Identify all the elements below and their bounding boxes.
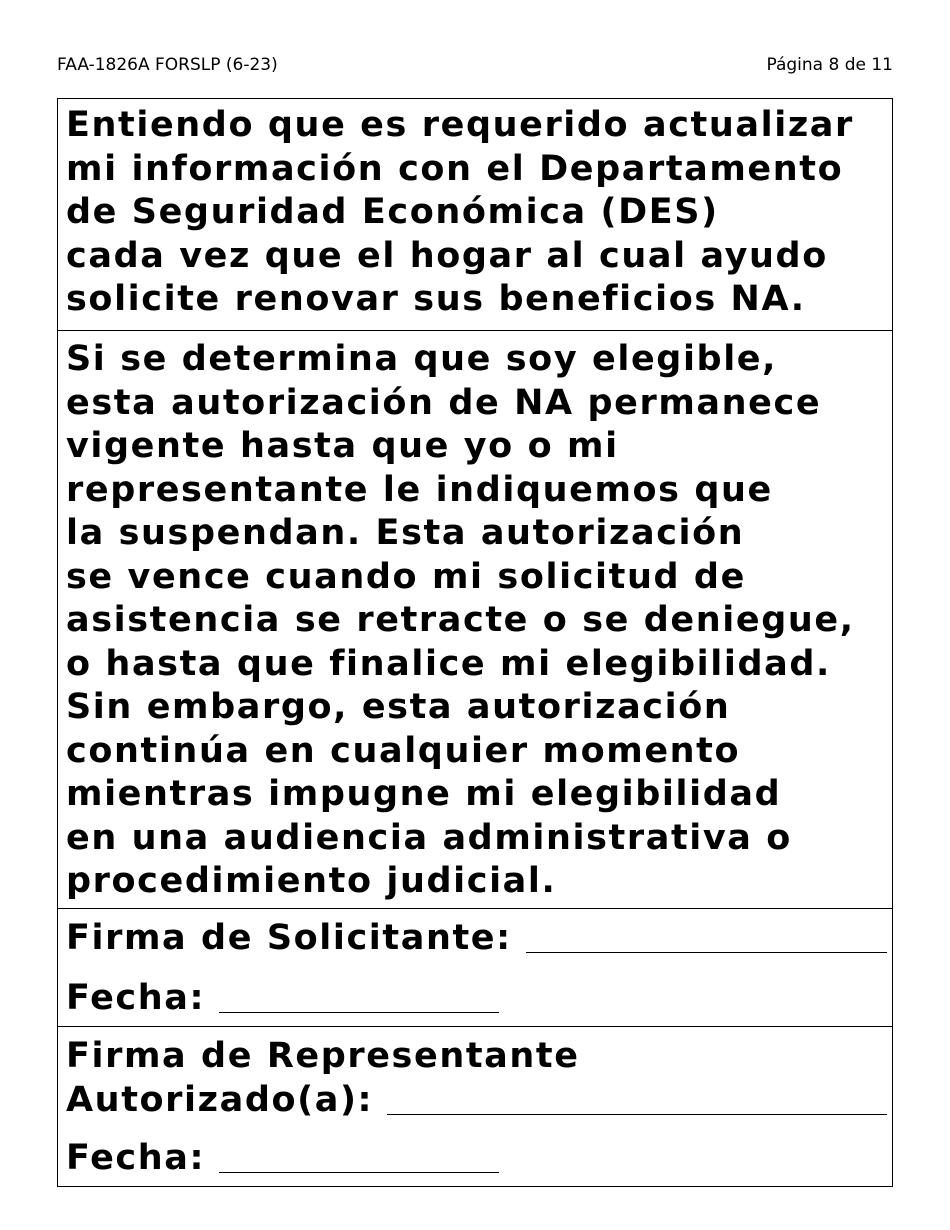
applicant-signature-section [58,908,892,1026]
applicant-date-field[interactable] [219,1012,499,1013]
text-line: Si se determina que soy elegible, [66,339,778,379]
text-line: esta autorización de NA permanece [66,382,822,423]
representative-signature-section [58,1026,892,1186]
page-number: Página 8 de 11 [766,55,893,75]
text-line: mi información con el Departamento [66,148,844,189]
representative-signature-row [66,1079,887,1123]
representative-signature-label-cont: Autorizado(a): [66,1080,374,1120]
representative-title-row [66,1035,887,1079]
text-line: en una audiencia administrativa o [66,817,792,858]
text-line: cada vez que el hogar al cual ayudo [66,235,828,276]
text-line: procedimiento judicial. [66,861,557,901]
applicant-signature-row [66,917,887,961]
text-line: representante le indiquemos que [66,469,773,510]
text-line: Sin embargo, esta autorización [66,687,731,727]
representative-date-row [66,1137,887,1181]
applicant-signature-label: Firma de Solicitante: [66,918,512,958]
representative-date-label: Fecha: [66,1138,206,1178]
text-line: mientras impugne mi elegibilidad [66,774,782,814]
text-line: la suspendan. Esta autorización [66,513,745,553]
text-line: asistencia se retracte o se deniegue, [66,600,855,640]
applicant-signature-field[interactable] [526,952,887,953]
text-line: se vence cuando mi solicitud de [66,556,746,597]
representative-signature-label: Firma de Representante [66,1036,580,1076]
text-line: o hasta que finalice mi elegibilidad. [66,643,831,684]
page-header [57,53,893,77]
update-requirement-section [58,99,892,330]
text-line: Entiendo que es requerido actualizar [66,105,854,145]
authorization-validity-section [58,330,892,908]
text-line: vigente hasta que yo o mi [66,426,619,466]
text-line: solicite renovar sus beneficios NA. [66,279,806,319]
text-line: continúa en cualquier momento [66,730,741,771]
representative-date-field[interactable] [219,1172,499,1173]
authorization-form [57,98,893,1187]
representative-signature-field[interactable] [387,1114,887,1115]
form-id: FAA-1826A FORSLP (6-23) [57,55,278,75]
applicant-date-label: Fecha: [66,978,206,1018]
applicant-date-row [66,977,887,1021]
text-line: de Seguridad Económica (DES) [66,192,719,232]
